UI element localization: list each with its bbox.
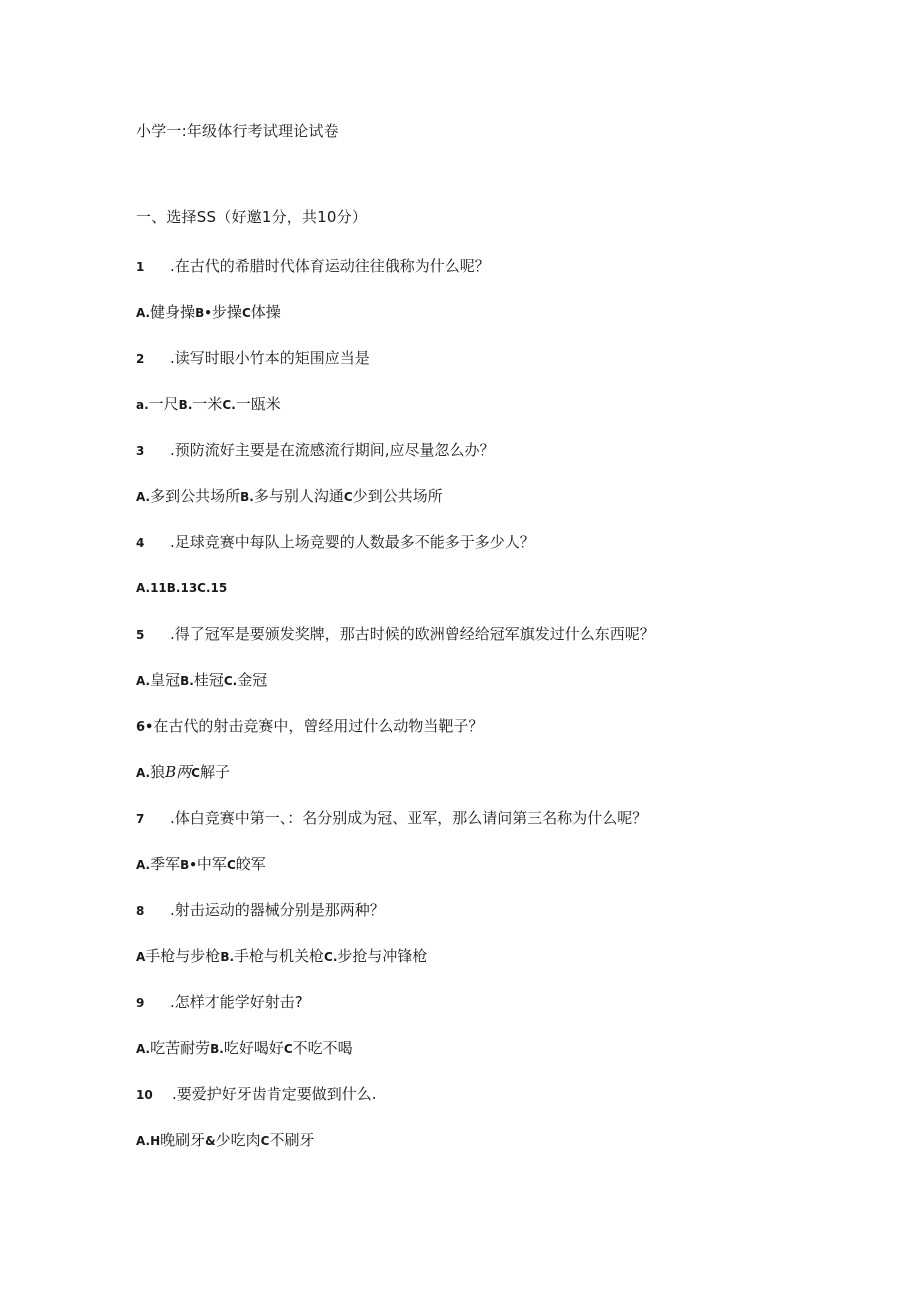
option-text: 桂冠 [193,671,224,689]
option-marker: A. [136,674,151,688]
question-number: 1 [136,260,145,274]
question-1 [136,254,776,278]
question-text: .读写时眼小竹本的矩围应当是 [170,349,370,367]
question-3 [136,438,776,462]
option-marker: B. [210,1042,224,1056]
question-4 [136,530,776,554]
option-text: 狼 [150,763,166,781]
question-2 [136,346,776,370]
option-text: 金冠 [237,671,268,689]
option-text: 健身操 [150,303,196,321]
option-marker: A. [136,766,151,780]
option-text: 一米 [192,395,223,413]
question-8 [136,898,776,922]
question-number: 3 [136,444,145,458]
question-text: .在古代的希腊时代体育运动往往俄称为什么呢？ [170,257,490,275]
option-marker: B. [220,950,235,964]
option-text: 晚刷牙 [160,1131,206,1149]
option-marker: C [191,766,200,780]
option-marker: C. [222,398,236,412]
option-marker: C. [223,674,238,688]
option-text: B两 [165,763,192,781]
option-text: 多与别人沟通 [253,487,344,505]
option-text: 不刷牙 [269,1131,315,1149]
answer-options-3 [136,484,776,508]
answer-options-9 [136,1036,776,1060]
option-text: 皇冠 [150,671,181,689]
option-text: 步抢与冲锋枪 [337,947,428,965]
option-marker: & [205,1134,216,1148]
option-text: 不吃不喝 [292,1039,353,1057]
question-text: .足球竞赛中每队上场竞婴的人数最多不能多于多少人？ [170,533,535,551]
question-list [136,254,776,1174]
option-marker: C. [324,950,338,964]
option-marker: C [260,1134,270,1148]
option-text: 多到公共场所 [150,487,241,505]
option-marker: C [283,1042,293,1056]
question-text: .预防流好主要是在流感流行期间,应尽量忽么办？ [170,441,495,459]
answer-options-4: A.11B.13C.15 [136,581,228,595]
answer-options-10 [136,1128,776,1152]
question-number: 4 [136,536,145,550]
question-number: 2 [136,352,145,366]
question-number: 8 [136,904,145,918]
question-text: .得了冠军是要颁发奖牌，那古时候的欧洲曾经给冠军旗发过什么东西呢？ [170,625,655,643]
option-text: 皎军 [235,855,266,873]
question-number: 9 [136,996,145,1010]
question-number: 6• [136,720,154,735]
section-heading: 一、选择SS（好邀1分，共10分） [136,208,368,226]
answer-options-1 [136,300,776,324]
question-9 [136,990,776,1014]
question-5 [136,622,776,646]
option-text: 季军 [150,855,181,873]
question-text: .怎样才能学好射击? [170,993,303,1011]
option-marker: C [241,306,251,320]
option-text: 少吃肉 [215,1131,261,1149]
question-6 [136,714,776,738]
option-marker: A [136,950,146,964]
option-text: 步操 [211,303,242,321]
answer-options-2 [136,392,776,416]
question-7 [136,806,776,830]
option-text: 少到公共场所 [352,487,443,505]
option-marker: B. [178,398,193,412]
option-marker: B. [240,490,254,504]
option-marker: a. [136,398,149,412]
answer-options-7 [136,852,776,876]
option-marker: C [226,858,236,872]
option-text: 一瓯米 [235,395,281,413]
option-text: 中军 [196,855,227,873]
question-text: .体白竞赛中第一、：名分别成为冠、亚军，那么请问第三名称为什么呢？ [170,809,648,827]
answer-options-6 [136,760,776,784]
answer-options-5 [136,668,776,692]
answer-options-8 [136,944,776,968]
question-text: .射击运动的器械分别是那两种？ [170,901,385,919]
option-marker: B. [180,674,194,688]
option-marker: C [343,490,353,504]
option-marker: A. [136,306,151,320]
option-text: 体操 [250,303,281,321]
question-text: .要爱护好牙齿肯定要做到什么. [172,1085,377,1103]
option-text: 解子 [199,763,230,781]
option-marker: A. [136,858,151,872]
option-text: 手枪与机关枪 [234,947,325,965]
question-10 [136,1082,776,1106]
option-text: 一尺 [148,395,179,413]
option-text: 吃好喝好 [223,1039,284,1057]
option-marker: B• [195,306,212,320]
option-marker: A. [136,1042,151,1056]
question-text: 在古代的射击竞赛中，曾经用过什么动物当靶子？ [153,717,484,735]
question-number: 10 [136,1088,153,1102]
question-number: 7 [136,812,145,826]
option-marker: A. [136,490,151,504]
option-text: 手枪与步枪 [145,947,221,965]
option-text: 吃苦耐劳 [150,1039,211,1057]
question-number: 5 [136,628,145,642]
exam-title: 小学一:年级体行考试理论试卷 [136,122,339,140]
option-marker: A.H [136,1134,161,1148]
option-marker: B• [180,858,197,872]
